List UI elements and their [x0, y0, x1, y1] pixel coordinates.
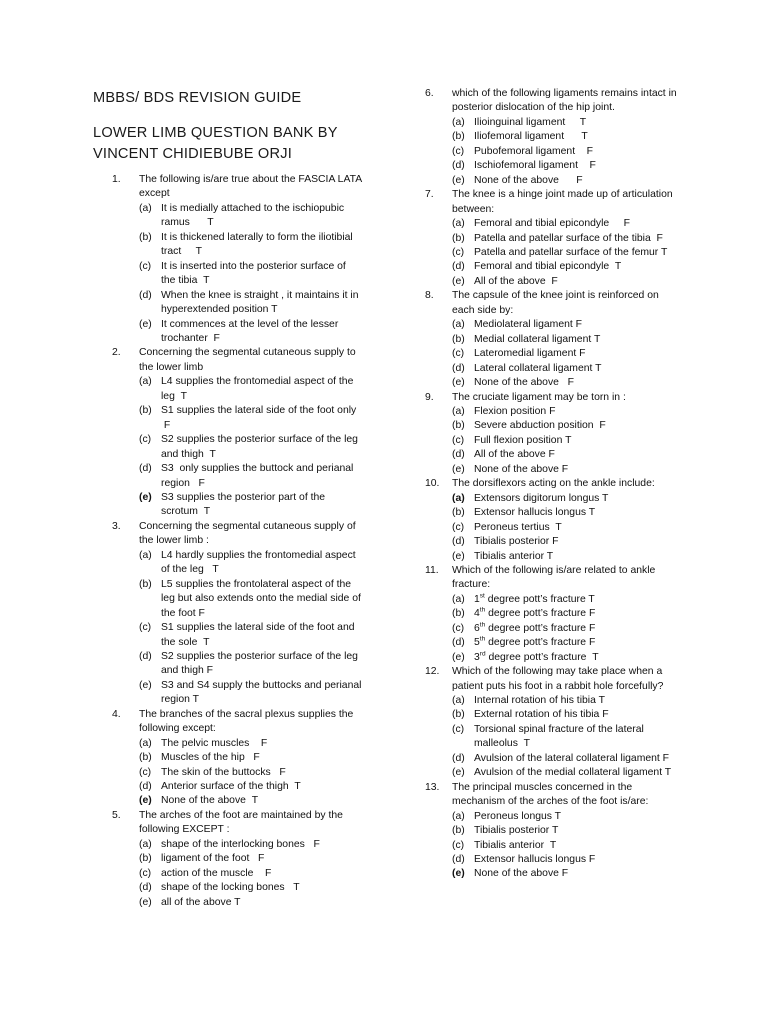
answer-option [425, 405, 681, 419]
question-item [112, 520, 362, 549]
question-text: which of the following ligaments remains intact in posterior dislocation of the hip joint. [452, 88, 677, 114]
question-number: 4. [112, 708, 121, 720]
answer-option [425, 448, 681, 462]
option-text: It is inserted into the posterior surface of the tibia T [161, 260, 346, 287]
answer-option [425, 867, 681, 881]
question-text: The capsule of the knee joint is reinforced on each side by: [452, 290, 659, 316]
option-text [474, 636, 681, 650]
left-question-column [112, 173, 362, 910]
option-letter: (b) [139, 405, 152, 417]
option-text: L4 supplies the frontomedial aspect of the leg T [161, 376, 354, 402]
answer-option [425, 506, 681, 520]
option-letter: (a) [139, 549, 152, 561]
option-text: Femoral and tibial epicondyle F [474, 218, 630, 230]
question-item [425, 564, 681, 593]
option-text: S3 and S4 supply the buttocks and perianal region T [161, 679, 362, 706]
right-question-column [425, 87, 681, 882]
subtitle-line-1: LOWER LIMB QUESTION BANK BY [93, 125, 338, 141]
option-text: Torsional spinal fracture of the lateral malleolus T [474, 723, 644, 750]
option-remainder: degree pott’s fracture T [484, 593, 595, 605]
option-letter: (a) [139, 737, 152, 749]
answer-option [112, 621, 362, 650]
option-letter: (b) [139, 578, 152, 590]
question-text: The following is/are true about the FASCIA LATA except [139, 174, 362, 200]
answer-option [425, 116, 681, 130]
option-letter: (c) [452, 839, 465, 851]
answer-option [425, 521, 681, 535]
option-text: Ilioinguinal ligament T [474, 116, 587, 128]
answer-option [425, 708, 681, 722]
option-text: Flexion position F [474, 405, 556, 417]
answer-option [425, 232, 681, 246]
answer-option [425, 463, 681, 477]
option-text [474, 622, 681, 636]
option-letter: (c) [452, 348, 465, 360]
option-letter: (d) [139, 289, 152, 301]
option-letter: (c) [452, 521, 465, 533]
option-text: L4 hardly supplies the frontomedial aspect of the leg T [161, 549, 356, 576]
option-letter: (c) [139, 260, 152, 272]
option-letter: (e) [139, 318, 152, 330]
option-letter: (a) [452, 695, 465, 707]
answer-option [425, 492, 681, 506]
answer-option [112, 751, 362, 765]
question-item [425, 477, 681, 491]
question-number: 10. [425, 478, 440, 490]
option-text: action of the muscle F [161, 867, 272, 879]
question-number: 8. [425, 290, 434, 302]
answer-option [112, 433, 362, 462]
option-letter: (a) [452, 405, 465, 417]
option-letter: (c) [139, 434, 152, 446]
answer-option [425, 419, 681, 433]
option-text: Femoral and tibial epicondyle T [474, 261, 622, 273]
option-text: Lateral collateral ligament T [474, 362, 602, 374]
answer-option [112, 375, 362, 404]
answer-option [425, 622, 681, 636]
option-text: Medial collateral ligament T [474, 333, 601, 345]
option-text: S3 only supplies the buttock and perianal region F [161, 463, 354, 489]
option-text: All of the above F [474, 275, 558, 287]
question-number: 11. [425, 564, 439, 576]
option-text: shape of the locking bones T [161, 882, 300, 894]
option-text: Peroneus longus T [474, 810, 562, 822]
answer-option [112, 202, 362, 231]
option-letter: (e) [139, 491, 152, 503]
option-letter: (c) [452, 622, 465, 634]
option-letter: (b) [452, 709, 465, 721]
option-letter: (c) [452, 434, 465, 446]
answer-option [112, 867, 362, 881]
option-text: Extensor hallucis longus F [474, 854, 596, 866]
answer-option [112, 737, 362, 751]
option-letter: (e) [452, 377, 465, 389]
ordinal-suffix: rd [479, 650, 486, 658]
question-text: The arches of the foot are maintained by the following EXCEPT : [139, 809, 343, 836]
option-letter: (e) [452, 463, 465, 475]
question-item [425, 781, 681, 810]
option-text: S1 supplies the lateral side of the foot only F [161, 405, 357, 431]
question-item [425, 665, 681, 694]
answer-option [425, 145, 681, 159]
option-text: It is thickened laterally to form the iliotibial tract T [161, 231, 353, 258]
option-letter: (b) [452, 507, 465, 519]
answer-option [112, 491, 362, 520]
answer-option [425, 130, 681, 144]
option-letter: (b) [452, 131, 465, 143]
question-text: The cruciate ligament may be torn in : [452, 391, 626, 403]
option-letter: (b) [452, 420, 465, 432]
answer-option [425, 694, 681, 708]
question-number: 7. [425, 189, 434, 201]
question-number: 9. [425, 391, 434, 403]
question-item [425, 391, 681, 405]
option-letter: (b) [452, 333, 465, 345]
question-item [425, 188, 681, 217]
option-letter: (c) [452, 246, 465, 258]
document-header [93, 88, 393, 165]
question-item [425, 289, 681, 318]
question-text: Concerning the segmental cutaneous supply of the lower limb : [139, 520, 356, 547]
ordinal-number: 1 [474, 593, 480, 605]
option-letter: (b) [452, 825, 465, 837]
question-number: 6. [425, 88, 434, 99]
option-text: Tibialis anterior T [474, 839, 557, 851]
answer-option [425, 535, 681, 549]
option-letter: (e) [139, 896, 152, 908]
option-letter: (d) [139, 463, 152, 475]
answer-option [425, 651, 681, 665]
answer-option [112, 549, 362, 578]
option-letter: (d) [452, 854, 465, 866]
option-letter: (c) [452, 145, 465, 157]
option-letter: (e) [139, 679, 152, 691]
question-text: The knee is a hinge joint made up of articulation between: [452, 189, 673, 215]
answer-option [425, 766, 681, 780]
question-number: 1. [112, 174, 121, 185]
answer-option [425, 260, 681, 274]
option-letter: (a) [452, 116, 465, 128]
answer-option [112, 852, 362, 866]
question-number: 3. [112, 520, 121, 532]
ordinal-number: 5 [474, 637, 480, 649]
option-letter: (d) [452, 536, 465, 548]
answer-option [112, 650, 362, 679]
answer-option [425, 246, 681, 260]
option-letter: (e) [452, 651, 465, 663]
option-text: External rotation of his tibia F [474, 709, 609, 721]
option-letter: (d) [452, 637, 465, 649]
answer-option [112, 578, 362, 621]
answer-option [112, 318, 362, 347]
answer-option [425, 550, 681, 564]
answer-option [112, 289, 362, 318]
option-text: Avulsion of the medial collateral ligament T [474, 767, 672, 779]
option-letter: (a) [139, 376, 152, 388]
option-text: all of the above T [161, 896, 241, 908]
answer-option [425, 824, 681, 838]
option-text: Ischiofemoral ligament F [474, 160, 596, 172]
option-letter: (d) [139, 882, 152, 894]
option-text [474, 593, 681, 607]
question-text: The dorsiflexors acting on the ankle include: [452, 478, 655, 490]
question-number: 5. [112, 809, 121, 821]
answer-option [425, 752, 681, 766]
answer-option [425, 275, 681, 289]
option-letter: (e) [452, 275, 465, 287]
option-letter: (b) [139, 752, 152, 764]
answer-option [425, 362, 681, 376]
answer-option [425, 217, 681, 231]
option-letter: (e) [452, 174, 465, 186]
answer-option [425, 607, 681, 621]
question-text: Which of the following is/are related to ankle fracture: [452, 564, 656, 591]
option-text: None of the above T [161, 795, 259, 807]
option-letter: (d) [139, 650, 152, 662]
option-text: The skin of the buttocks F [161, 766, 286, 778]
answer-option [425, 318, 681, 332]
option-text: None of the above F [474, 377, 574, 389]
option-letter: (b) [139, 853, 152, 865]
answer-option [425, 810, 681, 824]
option-text: All of the above F [474, 449, 555, 461]
option-text: Tibialis anterior T [474, 550, 554, 562]
option-text: Patella and patellar surface of the femur T [474, 246, 668, 258]
answer-option [425, 636, 681, 650]
option-text: L5 supplies the frontolateral aspect of the leg but also extends onto the medial side of the foot F [161, 578, 361, 619]
option-remainder: degree pott’s fracture F [485, 622, 596, 634]
answer-option [425, 174, 681, 188]
option-letter: (e) [452, 550, 465, 562]
option-letter: (e) [452, 868, 465, 880]
answer-option [425, 159, 681, 173]
question-number: 13. [425, 781, 440, 793]
option-text: ligament of the foot F [161, 853, 265, 865]
option-text: S3 supplies the posterior part of the scrotum T [161, 491, 326, 518]
answer-option [112, 780, 362, 794]
option-letter: (d) [452, 160, 465, 172]
option-letter: (a) [452, 492, 465, 504]
option-letter: (a) [139, 202, 152, 214]
option-letter: (e) [452, 767, 465, 779]
question-number: 2. [112, 347, 121, 359]
option-letter: (b) [452, 608, 465, 620]
page-title: MBBS/ BDS REVISION GUIDE [93, 90, 302, 106]
ordinal-suffix: st [479, 592, 485, 600]
answer-option [112, 231, 362, 260]
option-text: Avulsion of the lateral collateral ligament F [474, 752, 670, 764]
option-text: S2 supplies the posterior surface of the leg and thigh F [161, 650, 358, 677]
option-letter: (d) [452, 449, 465, 461]
answer-option [425, 376, 681, 390]
ordinal-number: 6 [474, 622, 480, 634]
option-text: Pubofemoral ligament F [474, 145, 593, 157]
option-text: Tibialis posterior F [474, 536, 559, 548]
option-text: shape of the interlocking bones F [161, 838, 320, 850]
option-letter: (a) [452, 593, 465, 605]
option-text: It commences at the level of the lesser trochanter F [161, 318, 339, 344]
answer-option [425, 434, 681, 448]
answer-option [112, 404, 362, 433]
answer-option [425, 347, 681, 361]
answer-option [112, 896, 362, 910]
answer-option [425, 853, 681, 867]
option-remainder: degree pott’s fracture F [485, 608, 596, 620]
option-letter: (c) [452, 723, 465, 735]
answer-option [425, 333, 681, 347]
subtitle-line-2: VINCENT CHIDIEBUBE ORJI [93, 146, 292, 162]
option-letter: (d) [452, 362, 465, 374]
ordinal-number: 3 [474, 651, 480, 663]
option-letter: (a) [452, 218, 465, 230]
ordinal-suffix: th [479, 606, 486, 614]
option-letter: (e) [139, 795, 152, 807]
option-text: Internal rotation of his tibia T [474, 695, 605, 707]
answer-option [425, 723, 681, 752]
option-text: Full flexion position T [474, 434, 572, 446]
option-letter: (d) [139, 781, 152, 793]
question-text: The branches of the sacral plexus supplies the following except: [139, 708, 354, 735]
question-text: Which of the following may take place when a patient puts his foot in a rabbit hole forcefully? [452, 666, 664, 692]
option-text: Patella and patellar surface of the tibia F [474, 232, 663, 244]
option-letter: (c) [139, 766, 152, 778]
option-letter: (a) [139, 838, 152, 850]
option-text: Anterior surface of the thigh T [161, 781, 301, 793]
option-text: None of the above F [474, 174, 583, 186]
option-text: When the knee is straight , it maintains it in hyperextended position T [161, 289, 359, 316]
option-text: None of the above F [474, 868, 569, 880]
option-letter: (c) [139, 867, 152, 879]
question-item [112, 809, 362, 838]
answer-option [112, 766, 362, 780]
option-text: S2 supplies the posterior surface of the leg and thigh T [161, 434, 358, 460]
answer-option [425, 593, 681, 607]
option-letter: (b) [139, 231, 152, 243]
option-text [474, 651, 681, 665]
option-text: Extensors digitorum longus T [474, 492, 609, 504]
answer-option [112, 881, 362, 895]
option-text: It is medially attached to the ischiopubic ramus T [161, 202, 345, 229]
ordinal-suffix: th [479, 635, 486, 643]
option-text: Extensor hallucis longus T [474, 507, 596, 519]
answer-option [112, 462, 362, 491]
option-text: Severe abduction position F [474, 420, 606, 432]
option-text: S1 supplies the lateral side of the foot and the sole T [161, 622, 355, 648]
option-text: None of the above F [474, 463, 569, 475]
question-number: 12. [425, 666, 440, 678]
answer-option [112, 794, 362, 808]
option-letter: (d) [452, 261, 465, 273]
option-text: Iliofemoral ligament T [474, 131, 588, 143]
option-text: Mediolateral ligament F [474, 319, 582, 331]
option-letter: (a) [452, 810, 465, 822]
option-letter: (a) [452, 319, 465, 331]
answer-option [112, 260, 362, 289]
option-letter: (b) [452, 232, 465, 244]
option-text [474, 607, 681, 621]
ordinal-number: 4 [474, 608, 480, 620]
option-text: Lateromedial ligament F [474, 348, 586, 360]
option-text: Peroneus tertius T [474, 521, 562, 533]
option-text: Tibialis posterior T [474, 825, 559, 837]
question-item [112, 708, 362, 737]
ordinal-suffix: th [479, 621, 486, 629]
question-item [112, 346, 362, 375]
question-item [425, 87, 681, 116]
answer-option [425, 839, 681, 853]
option-letter: (d) [452, 752, 465, 764]
option-remainder: degree pott’s fracture F [485, 637, 596, 649]
question-text: The principal muscles concerned in the mechanism of the arches of the foot is/are: [452, 781, 649, 808]
answer-option [112, 838, 362, 852]
option-remainder: degree pott’s fracture T [485, 651, 599, 663]
option-text: The pelvic muscles F [161, 737, 268, 749]
option-letter: (c) [139, 622, 152, 634]
question-text: Concerning the segmental cutaneous supply to the lower limb [139, 347, 356, 373]
question-item [112, 173, 362, 202]
option-text: Muscles of the hip F [161, 752, 260, 764]
answer-option [112, 679, 362, 708]
